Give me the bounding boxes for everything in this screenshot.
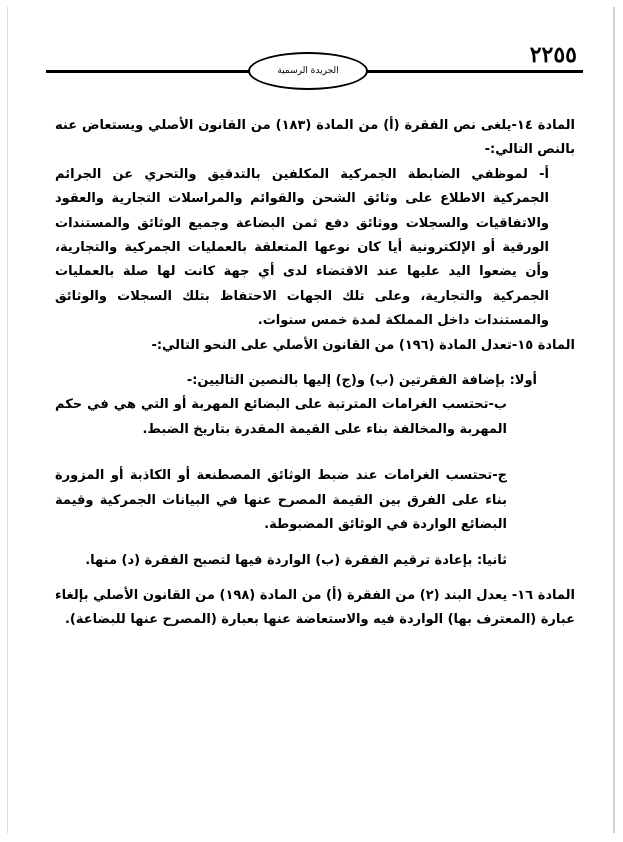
spacer — [55, 573, 575, 584]
spacer — [55, 358, 575, 369]
spacer — [55, 538, 575, 549]
article-14-clause-a: أ- لموظفي الضابطة الجمركية المكلفين بالتدقيق والتحري عن الجرائم الجمركية الاطلاع على وثائق الشحن والقوائم والمراسلات التجارية والعقود والاتفاقيات والسجلات ووثائق دفع ثمن البضاعة وجميع الوثائق والمستندات الورقية أو الإلكترونية أيا كان نوعها المتعلقة بالعمليات الجمركية والتجارية، وأن يضعوا اليد عليها عند الاقتضاء لدى أي جهة كانت لها صلة بالعمليات الجمركية والتجارية، وعلى تلك الجهات الاحتفاظ بتلك السجلات والوثائق والمستندات داخل المملكة لمدة خمس سنوات. — [55, 166, 549, 329]
article-15-first: أولا: بإضافة الفقرتين (ب) و(ج) إليها بالنصين التاليين:- — [186, 373, 537, 389]
article-15-clause-b: ب-تحتسب الغرامات المترتبة على البضائع المهربة أو التي هي في حكم المهربة والمخالفة بناء على القيمة المقدرة بتاريخ الضبط. — [55, 397, 507, 437]
article-15-intro: المادة ١٥-تعدل المادة (١٩٦) من القانون الأصلي على النحو التالي:- — [151, 337, 575, 353]
article-15-clause-c: ج-تحتسب الغرامات عند ضبط الوثائق المصطنعة أو الكاذبة أو المزورة بناء على الفرق بين القيمة المصرح عنها في البيانات الجمركية وقيمة البضائع الواردة في الوثائق المضبوطة. — [55, 468, 507, 533]
gazette-title: الجريدة الرسمية — [277, 66, 339, 76]
page-number: ٢٢٥٥ — [529, 42, 577, 68]
article-14-intro: المادة ١٤-يلغى نص الفقرة (أ) من المادة (١٨٣) من القانون الأصلي ويستعاض عنه بالنص التالي:- — [55, 118, 576, 158]
article-16-text: المادة ١٦- يعدل البند (٢) من الفقرة (أ) من المادة (١٩٨) من القانون الأصلي بإلغاء عبارة (المعترف بها) الواردة فيه والاستعاضة عنها بعبارة (المصرح عنها للبضاعة). — [55, 587, 575, 628]
document-body — [55, 114, 575, 633]
article-15-second: ثانيا: بإعادة ترقيم الفقرة (ب) الواردة فيها لتصبح الفقرة (د) منها. — [85, 552, 507, 568]
spacer — [55, 442, 575, 464]
gazette-title-badge — [248, 52, 368, 90]
